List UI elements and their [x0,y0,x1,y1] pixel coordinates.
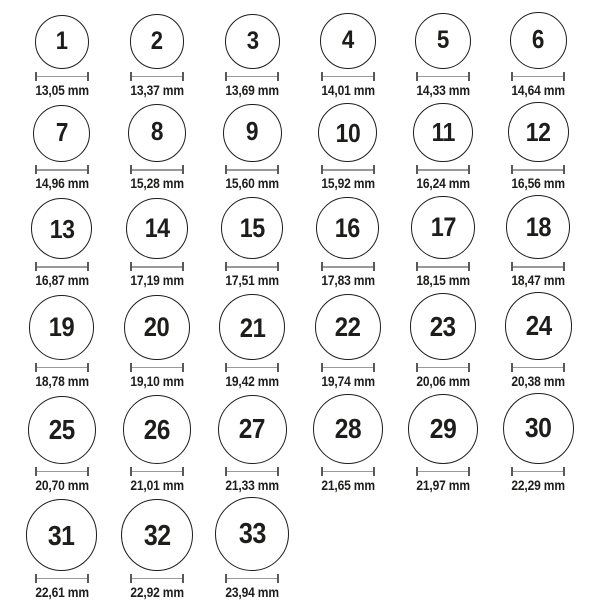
ring-cell [31,198,93,287]
diameter-dimension-line [225,574,279,583]
dimension-line [225,471,279,473]
dimension-tick-right [87,467,89,476]
dimension-line [225,266,279,268]
diameter-label: 16,87 mm [34,272,89,289]
dimension-tick-right [373,72,375,81]
dimension-tick-left [35,467,37,476]
dimension-tick-left [35,165,37,174]
ring-circle [221,197,283,259]
ring-size-number: 22 [334,311,361,343]
ring-size-number: 30 [525,412,552,444]
dimension-line [35,76,89,78]
dimension-tick-left [130,467,132,476]
diameter-label: 18,78 mm [34,372,89,389]
dimension-line [225,169,279,171]
ring-cell [410,293,477,388]
ring-size-number: 12 [525,117,551,148]
dimension-tick-left [35,574,37,583]
dimension-line [130,169,184,171]
ring-cell [28,396,96,492]
diameter-label: 14,01 mm [320,81,375,98]
diameter-label: 19,74 mm [320,372,375,389]
ring-size-number: 2 [151,27,163,56]
ring-circle [318,103,377,162]
diameter-label: 20,38 mm [511,372,566,389]
ring-cell [503,393,574,492]
dimension-tick-left [416,165,418,174]
ring-circle [218,395,287,464]
ring-size-number: 18 [525,211,552,242]
dimension-line [416,367,470,369]
diameter-dimension-line [130,165,184,174]
ring-cell [221,197,283,287]
ring-size-number: 24 [525,310,552,342]
dimension-tick-left [35,363,37,372]
dimension-line [511,169,565,171]
diameter-label: 13,05 mm [34,81,89,98]
diameter-dimension-line [416,165,470,174]
diameter-dimension-line [416,262,470,271]
ring-cell [316,197,379,288]
dimension-line [321,367,375,369]
dimension-tick-right [277,165,279,174]
ring-cell [505,292,573,388]
ring-cell [507,102,569,191]
diameter-label: 17,51 mm [225,272,280,289]
ring-size-number: 9 [246,118,259,147]
ring-circle [315,294,381,360]
diameter-dimension-line [225,165,279,174]
dimension-tick-left [130,72,132,81]
dimension-line [35,471,89,473]
dimension-tick-right [277,574,279,583]
diameter-label: 17,83 mm [320,272,375,289]
dimension-tick-left [225,574,227,583]
dimension-line [35,578,89,580]
dimension-tick-right [373,467,375,476]
diameter-dimension-line [35,467,89,476]
diameter-dimension-line [511,363,565,372]
diameter-dimension-line [225,262,279,271]
diameter-label: 21,65 mm [320,476,375,493]
ring-cell [221,14,283,97]
diameter-label: 13,69 mm [225,81,280,98]
ring-circle [225,14,280,69]
diameter-label: 20,70 mm [34,476,89,493]
dimension-line [130,471,184,473]
dimension-tick-left [321,72,323,81]
diameter-label: 22,61 mm [34,583,89,600]
dimension-line [225,76,279,78]
dimension-tick-left [225,262,227,271]
dimension-line [35,367,89,369]
ring-cell [315,294,381,388]
dimension-tick-left [225,165,227,174]
dimension-tick-left [511,467,513,476]
dimension-line [130,76,184,78]
ring-circle [508,102,569,163]
dimension-line [416,266,470,268]
ring-cell [126,198,188,288]
dimension-tick-right [87,363,89,372]
diameter-label: 14,33 mm [416,81,470,98]
ring-circle [123,395,192,464]
ring-size-number: 15 [239,213,265,244]
ring-circle [505,292,573,360]
ring-circle [33,105,91,163]
diameter-dimension-line [321,262,375,271]
dimension-tick-right [563,363,565,372]
diameter-dimension-line [416,72,470,81]
diameter-label: 19,10 mm [130,372,184,389]
ring-cell [215,497,289,599]
dimension-tick-left [130,165,132,174]
diameter-label: 23,94 mm [225,583,280,600]
ring-size-number: 4 [341,26,354,55]
ring-cell [31,15,93,97]
ring-circle [408,394,478,464]
diameter-label: 13,37 mm [130,81,184,98]
dimension-tick-right [468,363,470,372]
dimension-tick-left [416,72,418,81]
dimension-line [321,266,375,268]
dimension-line [511,367,565,369]
ring-circle [29,295,94,360]
diameter-dimension-line [35,574,89,583]
dimension-line [511,76,565,78]
dimension-tick-left [35,262,37,271]
dimension-tick-left [321,165,323,174]
ring-cell [412,103,474,191]
ring-circle [121,499,193,571]
ring-circle [35,15,89,69]
ring-cell [123,395,192,492]
diameter-dimension-line [225,467,279,476]
dimension-tick-right [182,363,184,372]
dimension-line [321,169,375,171]
diameter-dimension-line [416,363,470,372]
diameter-dimension-line [35,363,89,372]
ring-cell [124,295,189,388]
dimension-line [130,578,184,580]
ring-size-number: 13 [49,213,75,244]
diameter-dimension-line [130,363,184,372]
diameter-dimension-line [511,467,565,476]
ring-circle [223,104,282,163]
dimension-tick-left [511,72,513,81]
ring-cell [412,13,474,97]
diameter-dimension-line [511,262,565,271]
ring-cell [317,13,379,97]
diameter-label: 14,64 mm [511,81,566,98]
ring-size-number: 5 [436,25,449,54]
diameter-dimension-line [511,165,565,174]
dimension-tick-left [225,467,227,476]
dimension-tick-right [563,165,565,174]
dimension-tick-right [468,72,470,81]
diameter-label: 15,92 mm [320,175,375,192]
ring-cell [507,12,569,97]
diameter-label: 16,24 mm [416,175,470,192]
dimension-tick-left [321,262,323,271]
dimension-line [35,266,89,268]
ring-cell [411,196,474,287]
diameter-label: 15,60 mm [225,175,280,192]
dimension-tick-right [277,72,279,81]
ring-size-number: 26 [143,413,171,445]
diameter-label: 19,42 mm [225,372,280,389]
dimension-tick-left [130,363,132,372]
ring-circle [31,198,92,259]
dimension-line [416,169,470,171]
ring-cell [29,295,94,388]
ring-circle [28,396,96,464]
dimension-tick-left [130,574,132,583]
diameter-label: 18,15 mm [416,272,470,289]
dimension-tick-left [511,363,513,372]
ring-circle [128,104,186,162]
ring-size-number: 14 [144,213,170,244]
ring-size-number: 21 [239,311,266,343]
ring-size-number: 28 [334,413,361,445]
ring-circle [219,294,285,360]
ring-circle [410,293,477,360]
ring-size-number: 20 [144,311,170,342]
dimension-tick-left [35,72,37,81]
diameter-dimension-line [321,165,375,174]
diameter-dimension-line [35,72,89,81]
dimension-tick-right [468,262,470,271]
dimension-tick-right [277,467,279,476]
ring-cell [506,195,570,287]
diameter-dimension-line [225,363,279,372]
ring-circle [130,14,185,69]
dimension-tick-right [182,262,184,271]
dimension-line [130,367,184,369]
dimension-tick-right [87,574,89,583]
dimension-line [321,76,375,78]
ring-cell [408,394,478,492]
ring-size-number: 29 [429,412,457,444]
dimension-tick-right [87,72,89,81]
dimension-tick-left [416,363,418,372]
dimension-line [416,76,470,78]
diameter-dimension-line [130,72,184,81]
diameter-label: 21,01 mm [130,476,184,493]
ring-cell [313,394,383,492]
ring-cell [218,395,287,492]
ring-circle [316,197,379,260]
ring-size-number: 23 [430,310,456,342]
ring-circle [320,13,376,69]
ring-cell [317,103,379,190]
diameter-dimension-line [130,262,184,271]
dimension-tick-right [373,363,375,372]
ring-circle [126,198,188,260]
dimension-tick-right [563,262,565,271]
dimension-tick-right [87,262,89,271]
ring-size-number: 32 [143,518,171,551]
dimension-line [511,266,565,268]
ring-size-number: 16 [335,212,361,243]
dimension-tick-right [182,165,184,174]
dimension-tick-right [277,363,279,372]
ring-size-number: 33 [238,517,266,550]
ring-cell [126,104,188,190]
dimension-tick-right [87,165,89,174]
dimension-line [416,471,470,473]
dimension-tick-left [511,165,513,174]
ring-circle [411,196,474,259]
ring-size-number: 17 [430,212,456,243]
diameter-label: 22,29 mm [511,476,566,493]
ring-size-number: 1 [55,27,68,56]
dimension-tick-right [563,467,565,476]
diameter-dimension-line [511,72,565,81]
dimension-line [35,169,89,171]
diameter-label: 21,33 mm [225,476,280,493]
dimension-tick-right [277,262,279,271]
dimension-tick-left [225,363,227,372]
ring-circle [506,195,570,259]
diameter-dimension-line [225,72,279,81]
ring-circle [503,393,574,464]
ring-size-number: 11 [431,117,455,148]
ring-cell [26,499,98,599]
dimension-tick-right [182,72,184,81]
ring-size-number: 10 [335,117,360,148]
dimension-tick-left [225,72,227,81]
ring-circle [510,12,567,69]
diameter-label: 14,96 mm [34,175,89,192]
diameter-dimension-line [321,363,375,372]
diameter-label: 22,92 mm [130,583,184,600]
diameter-label: 15,28 mm [130,175,184,192]
diameter-label: 17,19 mm [130,272,184,289]
dimension-tick-left [130,262,132,271]
dimension-tick-right [468,165,470,174]
ring-circle [415,13,471,69]
ring-cell [126,14,188,97]
ring-size-number: 27 [239,413,266,445]
ring-cell [31,105,93,191]
ring-size-number: 8 [150,118,164,147]
dimension-tick-left [416,467,418,476]
ring-cell [219,294,285,388]
dimension-tick-right [468,467,470,476]
dimension-tick-right [182,574,184,583]
ring-size-number: 6 [532,25,545,54]
ring-size-number: 31 [48,518,76,551]
diameter-label: 21,97 mm [416,476,470,493]
diameter-dimension-line [35,262,89,271]
diameter-label: 18,47 mm [511,272,566,289]
dimension-tick-left [321,467,323,476]
diameter-dimension-line [416,467,470,476]
dimension-tick-left [416,262,418,271]
ring-size-number: 7 [55,118,68,147]
ring-circle [413,103,473,163]
ring-size-number: 19 [48,312,75,343]
dimension-tick-right [563,72,565,81]
diameter-label: 16,56 mm [511,175,566,192]
ring-circle [124,295,189,360]
diameter-label: 20,06 mm [416,372,470,389]
ring-size-number: 3 [246,26,259,55]
dimension-line [225,367,279,369]
ring-circle [313,394,383,464]
dimension-tick-right [373,262,375,271]
dimension-line [321,471,375,473]
dimension-line [130,266,184,268]
ring-circle [215,497,289,571]
diameter-dimension-line [321,467,375,476]
dimension-tick-left [511,262,513,271]
ring-cell [121,499,193,599]
diameter-dimension-line [35,165,89,174]
diameter-dimension-line [130,574,184,583]
dimension-tick-right [373,165,375,174]
dimension-tick-left [321,363,323,372]
diameter-dimension-line [321,72,375,81]
dimension-line [511,471,565,473]
diameter-dimension-line [130,467,184,476]
ring-cell [221,104,283,191]
dimension-tick-right [182,467,184,476]
ring-circle [26,499,98,571]
dimension-line [225,578,279,580]
ring-size-number: 25 [48,414,75,446]
